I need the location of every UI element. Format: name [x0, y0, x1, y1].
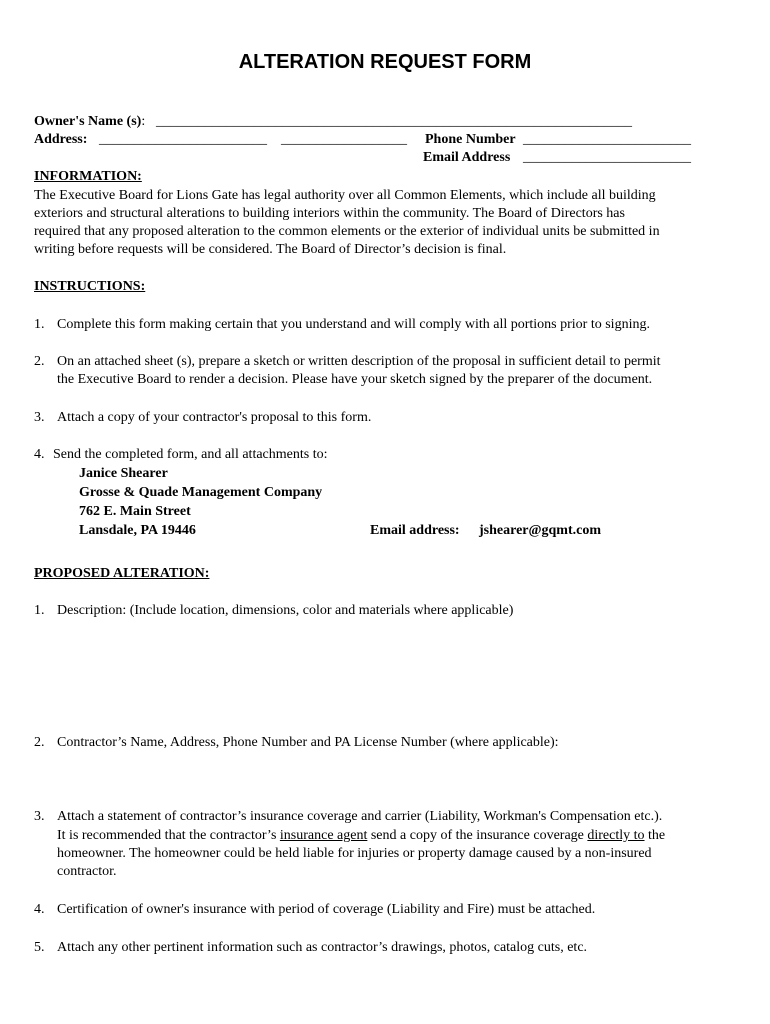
instruction-number-2: 2. — [34, 354, 45, 369]
instruction-number-4: 4. — [34, 447, 45, 462]
proposed-alteration-heading: PROPOSED ALTERATION: — [34, 566, 210, 581]
information-line-3: required that any proposed alteration to the common elements or the exterior of individual units be submitted in — [34, 224, 660, 239]
owner-name-field[interactable]: ____________________________________________________________________ — [156, 114, 632, 129]
instruction-number-1: 1. — [34, 317, 45, 332]
contact-street: 762 E. Main Street — [79, 504, 191, 519]
instruction-text-3: Attach a copy of your contractor's proposal to this form. — [57, 410, 372, 425]
proposed-number-2: 2. — [34, 735, 45, 750]
information-line-4: writing before requests will be considered. The Board of Director’s decision is final. — [34, 242, 507, 257]
directly-to-text: directly to — [587, 828, 645, 843]
contractor-info-area[interactable] — [57, 754, 717, 804]
instruction-text-2a: On an attached sheet (s), prepare a sketch or written description of the proposal in sufficient detail to permit — [57, 354, 661, 369]
information-heading: INFORMATION: — [34, 169, 142, 184]
page-title: ALTERATION REQUEST FORM — [238, 51, 532, 73]
proposed-description-label: Description: (Include location, dimensions, color and materials where applicable) — [57, 603, 514, 618]
proposed-owner-insurance: Certification of owner's insurance with period of coverage (Liability and Fire) must be attached. — [57, 902, 596, 917]
insurance-agent-text: insurance agent — [279, 828, 368, 843]
contact-email-label: Email address: — [370, 523, 460, 538]
email-label: Email Address — [423, 150, 511, 165]
proposed-insurance-line-4: contractor. — [57, 864, 117, 879]
address-field-2[interactable]: __________________ — [281, 132, 407, 147]
instruction-text-4: Send the completed form, and all attachments to: — [53, 447, 328, 462]
instruction-number-3: 3. — [34, 410, 45, 425]
contact-email[interactable]: jshearer@gqmt.com — [479, 523, 602, 538]
description-area[interactable] — [57, 622, 717, 722]
proposed-number-3: 3. — [34, 809, 45, 824]
instruction-text-2b: the Executive Board to render a decision. Please have your sketch signed by the preparer of the document. — [57, 372, 653, 387]
proposed-insurance-line-1: Attach a statement of contractor’s insurance coverage and carrier (Liability, Workman's Compensation etc.). — [57, 809, 663, 824]
contact-company: Grosse & Quade Management Company — [79, 485, 323, 500]
owner-name-label: Owner's Name (s): — [34, 114, 146, 129]
proposed-other-info: Attach any other pertinent information such as contractor’s drawings, photos, catalog cuts, etc. — [57, 940, 588, 955]
phone-label: Phone Number — [425, 132, 516, 147]
instruction-text-1: Complete this form making certain that you understand and will comply with all portions prior to signing. — [57, 317, 650, 332]
contact-name: Janice Shearer — [79, 466, 168, 481]
phone-field[interactable]: ________________________ — [523, 132, 691, 147]
proposed-number-4: 4. — [34, 902, 45, 917]
proposed-insurance-line-3: homeowner. The homeowner could be held liable for injuries or property damage caused by a non-insured — [57, 846, 652, 861]
proposed-contractor-label: Contractor’s Name, Address, Phone Number and PA License Number (where applicable): — [57, 735, 559, 750]
information-line-2: exteriors and structural alterations to building interiors within the community. The Board of Directors has — [34, 206, 625, 221]
address-label: Address: — [34, 132, 88, 147]
instructions-heading: INSTRUCTIONS: — [34, 279, 146, 294]
email-field[interactable]: ________________________ — [523, 150, 691, 165]
proposed-insurance-line-2: It is recommended that the contractor’s insurance agent send a copy of the insurance coverage directly to the — [57, 828, 666, 843]
contact-city: Lansdale, PA 19446 — [79, 523, 196, 538]
proposed-number-5: 5. — [34, 940, 45, 955]
proposed-number-1: 1. — [34, 603, 45, 618]
address-field-1[interactable]: ________________________ — [99, 132, 267, 147]
information-line-1: The Executive Board for Lions Gate has legal authority over all Common Elements, which include all building — [34, 188, 656, 203]
